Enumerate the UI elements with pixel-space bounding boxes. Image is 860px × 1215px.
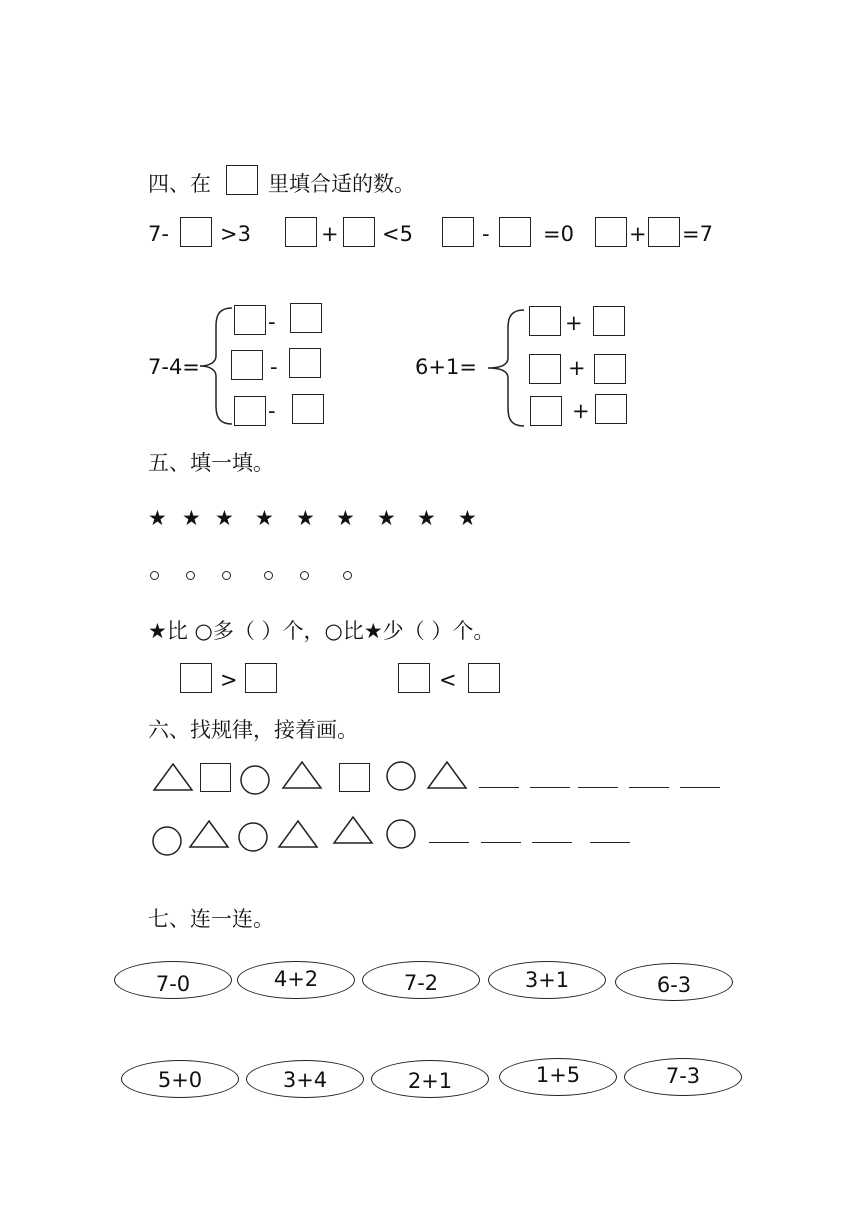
group2-operator: +	[572, 399, 590, 423]
expression-oval[interactable]	[371, 1060, 489, 1098]
circle-icon	[240, 765, 270, 795]
blank-line[interactable]	[481, 842, 521, 843]
expression-oval[interactable]	[121, 1060, 239, 1098]
blank-line[interactable]	[530, 787, 570, 788]
star-icon: ★	[458, 506, 477, 530]
answer-box[interactable]	[529, 354, 561, 384]
triangle-icon	[427, 761, 467, 789]
circle-icon	[386, 819, 416, 849]
section4-title-start: 四、在	[148, 172, 211, 196]
section4-title-end: 里填合适的数。	[268, 172, 415, 196]
expression-label: 5+0	[157, 1068, 203, 1092]
circle-icon	[238, 822, 268, 852]
small-circle-icon	[186, 571, 195, 580]
blank-line[interactable]	[590, 842, 630, 843]
expression-oval[interactable]	[615, 963, 733, 1001]
group1-operator: -	[268, 399, 276, 423]
answer-box[interactable]	[398, 663, 430, 693]
answer-box[interactable]	[343, 217, 375, 247]
small-circle-icon	[150, 571, 159, 580]
circle-icon	[386, 761, 416, 791]
expression-oval[interactable]	[237, 961, 355, 999]
group2-operator: +	[568, 356, 586, 380]
eq4-right: =7	[682, 222, 713, 246]
answer-box[interactable]	[289, 348, 321, 378]
answer-box[interactable]	[442, 217, 474, 247]
star-icon: ★	[182, 506, 201, 530]
expression-oval[interactable]	[114, 961, 232, 999]
eq3-minus: -	[482, 222, 490, 246]
answer-box[interactable]	[594, 354, 626, 384]
section5-title: 五、填一填。	[148, 451, 274, 475]
expression-oval[interactable]	[246, 1060, 364, 1098]
expression-label: 2+1	[407, 1069, 453, 1093]
eq3-right: =0	[543, 222, 574, 246]
small-circle-icon	[300, 571, 309, 580]
square-icon	[200, 763, 231, 792]
group1-operator: -	[268, 310, 276, 334]
eq2-plus: +	[321, 222, 339, 246]
answer-box[interactable]	[530, 396, 562, 426]
expression-label: 3+1	[524, 968, 570, 992]
answer-box[interactable]	[648, 217, 680, 247]
compare-sentence: ★比 ○多（ ）个，○比★少（ ）个。	[148, 619, 495, 643]
expression-label: 3+4	[282, 1068, 328, 1092]
blank-line[interactable]	[629, 787, 669, 788]
answer-box[interactable]	[285, 217, 317, 247]
expression-label: 7-3	[665, 1064, 701, 1088]
answer-box[interactable]	[231, 350, 263, 380]
expression-oval[interactable]	[362, 961, 480, 999]
brace-icon	[484, 308, 528, 428]
group1-expression: 7-4=	[148, 355, 200, 379]
greater-than-sign: >	[220, 668, 238, 692]
star-icon: ★	[148, 506, 167, 530]
small-circle-icon	[343, 571, 352, 580]
blank-line[interactable]	[680, 787, 720, 788]
blank-line[interactable]	[532, 842, 572, 843]
expression-label: 4+2	[273, 967, 319, 991]
answer-box[interactable]	[595, 217, 627, 247]
expression-label: 1+5	[535, 1063, 581, 1087]
section7-title: 七、连一连。	[148, 907, 274, 931]
star-icon: ★	[215, 506, 234, 530]
answer-box[interactable]	[292, 394, 324, 424]
expression-oval[interactable]	[488, 961, 606, 999]
eq2-right: <5	[382, 222, 413, 246]
small-circle-icon	[264, 571, 273, 580]
triangle-icon	[333, 816, 373, 844]
star-icon: ★	[336, 506, 355, 530]
square-icon	[339, 763, 370, 792]
triangle-icon	[278, 820, 318, 848]
group2-operator: +	[565, 311, 583, 335]
answer-box[interactable]	[468, 663, 500, 693]
answer-box[interactable]	[593, 306, 625, 336]
answer-box[interactable]	[180, 217, 212, 247]
answer-box[interactable]	[290, 303, 322, 333]
triangle-icon	[282, 761, 322, 789]
small-circle-icon	[222, 571, 231, 580]
blank-line[interactable]	[578, 787, 618, 788]
less-than-sign: <	[439, 668, 457, 692]
eq1-left: 7-	[148, 222, 169, 246]
answer-box[interactable]	[234, 396, 266, 426]
star-icon: ★	[296, 506, 315, 530]
expression-oval[interactable]	[624, 1058, 742, 1096]
star-icon: ★	[377, 506, 396, 530]
answer-box-sample	[226, 165, 258, 195]
triangle-icon	[153, 763, 193, 791]
star-icon: ★	[255, 506, 274, 530]
brace-icon	[196, 306, 236, 426]
answer-box[interactable]	[245, 663, 277, 693]
expression-label: 7-2	[403, 971, 439, 995]
eq1-right: >3	[220, 222, 251, 246]
answer-box[interactable]	[595, 394, 627, 424]
triangle-icon	[189, 820, 229, 848]
expression-label: 7-0	[155, 972, 191, 996]
expression-oval[interactable]	[499, 1058, 617, 1096]
expression-label: 6-3	[656, 973, 692, 997]
eq4-plus: +	[629, 222, 647, 246]
answer-box[interactable]	[499, 217, 531, 247]
section6-title: 六、找规律，接着画。	[148, 718, 358, 742]
star-icon: ★	[417, 506, 436, 530]
answer-box[interactable]	[234, 305, 266, 335]
circle-icon	[152, 826, 182, 856]
blank-line[interactable]	[429, 842, 469, 843]
blank-line[interactable]	[479, 787, 519, 788]
answer-box[interactable]	[529, 306, 561, 336]
group1-operator: -	[270, 355, 278, 379]
answer-box[interactable]	[180, 663, 212, 693]
group2-expression: 6+1=	[415, 355, 477, 379]
